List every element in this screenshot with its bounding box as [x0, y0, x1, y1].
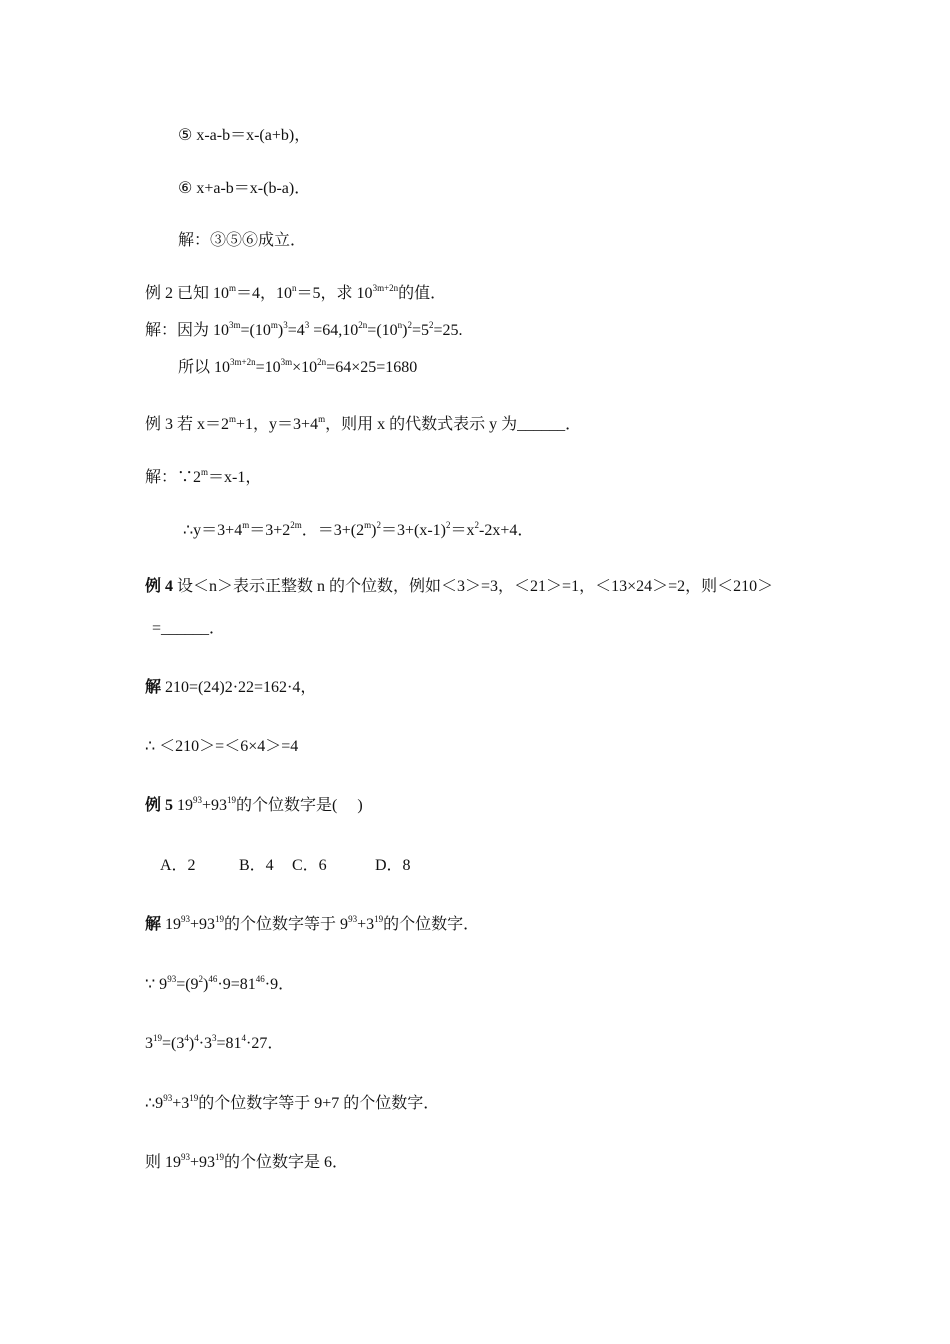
example-3-solution-line-2: $\therefore y=3+4^m=3+2^{2m}$．$=3+(2^m)^2=3+(x-1)^2=x^2-2x+4$．: [183, 520, 534, 539]
item-5: ⑤ x-a-b＝x-(a+b)，: [178, 127, 311, 144]
example-4-blank: =______．: [152, 620, 226, 637]
example-2-solution-line-1: 解：因为 $10^{3m}=(10^m)^3=4^3 =64,10^{2n}=(10^n)^2=5^2=25$.: [145, 320, 463, 339]
example-5-solution-line-1: 解 $19^{93}+93^{19}$的个位数字等于 $9^{93}+3^{19}$的个位数字．: [145, 914, 480, 933]
example-2-solution-line-2: 所以 $10^{3m+2n}=10^{3m}\times 10^{2n}=64\times 25=1680$: [178, 357, 418, 376]
example-4-solution-line-1: 解 210=(24)2·22=162·4，: [145, 679, 317, 696]
option-c: C．6: [292, 857, 327, 874]
example-5-solution-line-3: $3^{19}=(3^4)^4\cdot 3^3=81^4\cdot 27$．: [145, 1033, 284, 1052]
option-d: D．8: [375, 857, 411, 874]
example-3-solution-line-1: 解：$\because 2^m=x-1$，: [145, 467, 262, 486]
example-5-question: 例 5 $19^{93}+93^{19}$的个位数字是( ): [145, 795, 363, 814]
example-2-question: 例 2 已知 $10^m=4$，$10^n=5$，求 $10^{3m+2n}$的值．: [145, 283, 447, 302]
example-5-solution-line-5: 则 $19^{93}+93^{19}$的个位数字是 6．: [145, 1152, 349, 1171]
example-5-solution-line-4: $\therefore 9^{93}+3^{19}$的个位数字等于 9+7 的个位数字．: [145, 1093, 440, 1112]
example-4-question: 例 4 设＜n＞表示正整数 n 的个位数，例如＜3＞=3，＜21＞=1，＜13×24＞=2，则＜210＞: [145, 578, 774, 595]
item-6: ⑥ x+a-b＝x-(b-a)．: [178, 180, 311, 197]
example-5-solution-line-2: ∵ $9^{93}=(9^2)^{46}\cdot 9=81^{46}\cdot 9$．: [145, 974, 295, 993]
example-4-solution-line-2: ∴ ＜210＞=＜6×4＞=4: [145, 738, 299, 755]
solution-1: 解：③⑤⑥成立．: [178, 232, 307, 249]
example-5-options: [160, 856, 460, 876]
option-b: B．4: [239, 857, 274, 874]
example-3-question: 例 3 若 $x=2^m+1$，$y=3+4^m$，则用 x 的代数式表示 y 为______．: [145, 414, 582, 433]
option-a: A．2: [160, 857, 196, 874]
